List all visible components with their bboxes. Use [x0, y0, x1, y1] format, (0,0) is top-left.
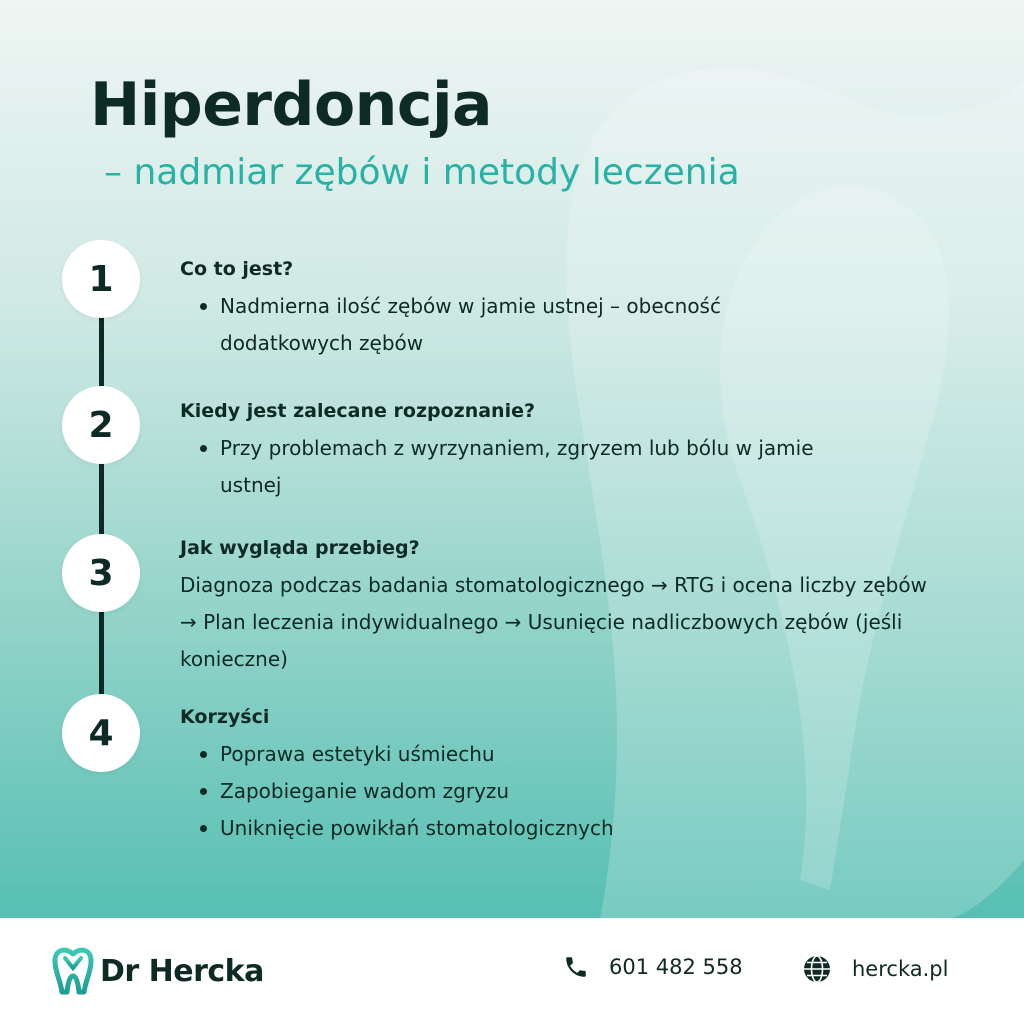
brand-logo[interactable]	[52, 946, 264, 996]
step-3	[180, 535, 940, 678]
list-item: Zapobieganie wadom zgryzu	[200, 773, 940, 810]
step-2-badge: 2	[62, 386, 140, 464]
step-2-bullets	[180, 430, 940, 504]
list-item: Uniknięcie powikłań stomatologicznych	[200, 810, 940, 847]
step-4	[180, 704, 940, 847]
step-1	[180, 256, 940, 362]
step-2-heading: Kiedy jest zalecane rozpoznanie?	[180, 400, 536, 422]
step-1-heading: Co to jest?	[180, 258, 294, 280]
phone-number: 601 482 558	[609, 955, 743, 979]
page-subtitle: – nadmiar zębów i metody leczenia	[104, 152, 740, 193]
step-3-badge: 3	[62, 534, 140, 612]
phone-icon	[563, 954, 589, 980]
website-url: hercka.pl	[852, 957, 949, 981]
step-3-heading: Jak wygląda przebieg?	[180, 537, 420, 559]
step-2	[180, 398, 940, 504]
list-item: Poprawa estetyki uśmiechu	[200, 736, 940, 773]
footer	[0, 918, 1024, 1024]
website-contact[interactable]	[802, 954, 948, 984]
step-1-bullets	[180, 288, 940, 362]
phone-contact[interactable]	[563, 954, 743, 980]
globe-icon	[802, 954, 832, 984]
list-item: Przy problemach z wyrzynaniem, zgryzem lub bólu w jamie ustnej	[200, 430, 860, 504]
step-3-text: Diagnoza podczas badania stomatologicznego → RTG i ocena liczby zębów → Plan leczenia indywidualnego → Usunięcie nadliczbowych zębów (jeśli konieczne)	[180, 573, 927, 671]
timeline-line	[99, 290, 104, 730]
step-4-badge: 4	[62, 694, 140, 772]
brand-name: Dr Hercka	[100, 953, 264, 989]
tooth-logo-icon	[52, 946, 94, 996]
step-1-badge: 1	[62, 240, 140, 318]
step-4-bullets	[180, 736, 940, 847]
page-title: Hiperdoncja	[90, 70, 493, 140]
list-item: Nadmierna ilość zębów w jamie ustnej – obecność dodatkowych zębów	[200, 288, 840, 362]
step-4-heading: Korzyści	[180, 706, 270, 728]
